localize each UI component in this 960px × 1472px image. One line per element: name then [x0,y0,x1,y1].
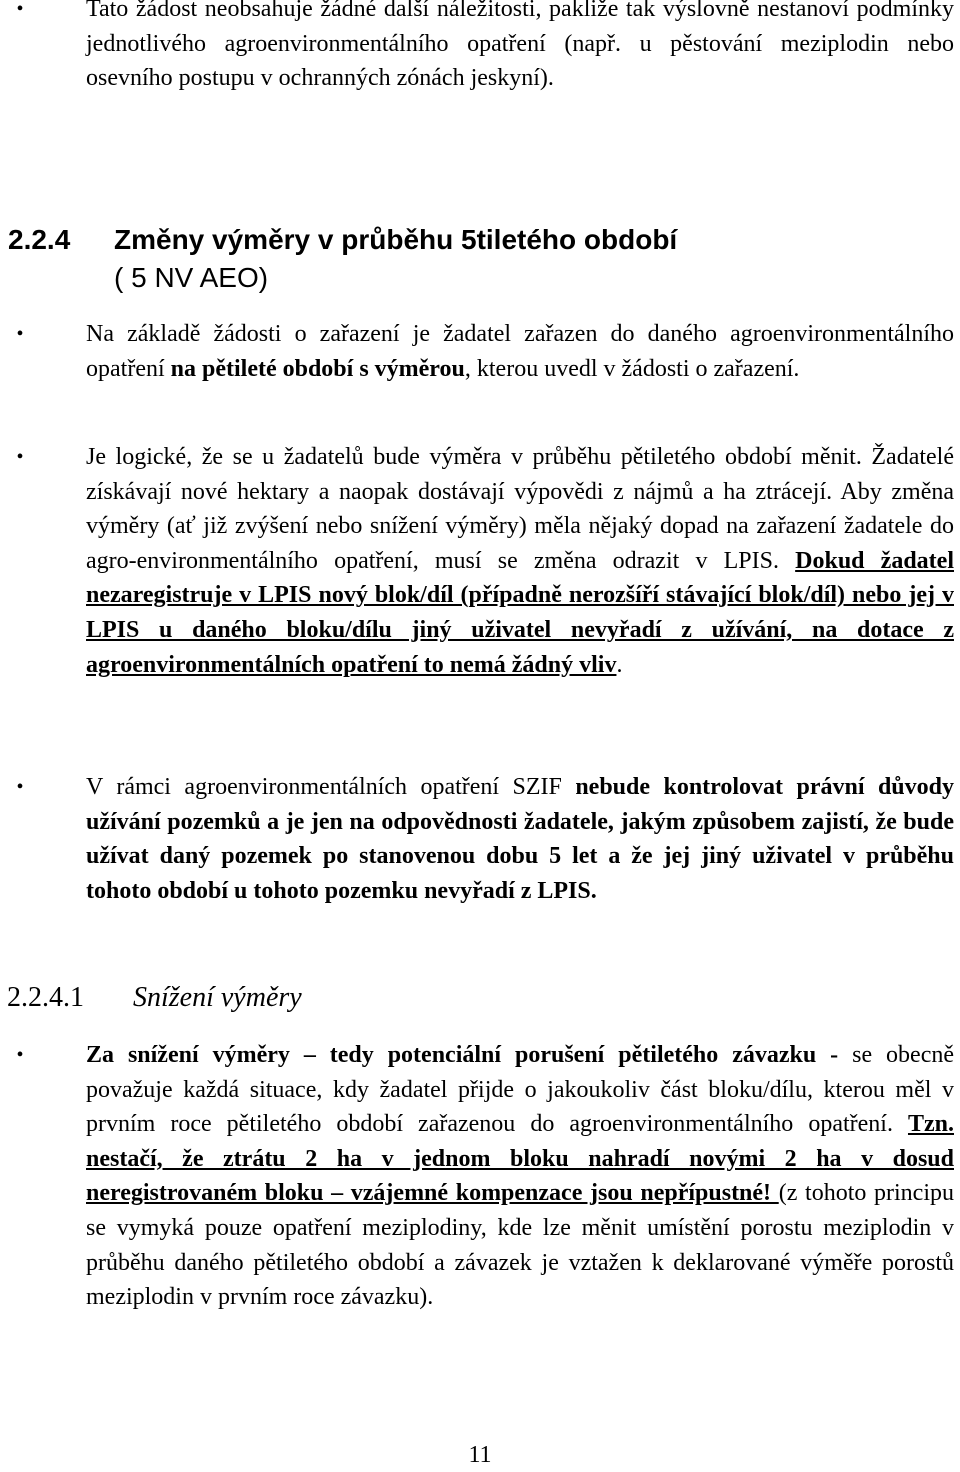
bold-text: Za snížení výměry – tedy potenciální porušení pětiletého závazku - [86,1042,839,1068]
section-number: 2.2.4 [8,224,71,255]
paragraph-zmena-vymery: • Je logické, že se u žadatelů bude výměra v průběhu pětiletého období měnit. Žadatelé získávají nové hektary a naopak dostávají výpovědi z nájmů a ha ztrácejí. Aby změna výměry (ať již zvýšení nebo snížení výměry) měla nějaký dopad na zařazení žadatele do agro-environmentálního opatření, musí se změna odrazit v LPIS. Dokud žadatel nezaregistruje v LPIS nový blok/díl (případně nerozšíří stávající blok/díl) nebo jej v LPIS u daného bloku/dílu jiný uživatel nevyřadí z užívání, na dotace z agroenvironmentálních opatření to nemá žádný vliv. [86,440,954,682]
bold-underlined-text: Tzn. nestačí, že ztrátu 2 ha v jednom bloku nahradí novými 2 ha v dosud neregistrovaném bloku – vzájemné kompenzace jsou nepřípustné! [86,1111,954,1207]
section-title: Změny výměry v průběhu 5tiletého období [114,224,678,255]
paragraph-snizeni-vymery: • Za snížení výměry – tedy potenciální porušení pětiletého závazku - se obecně považuje každá situace, kdy žadatel přijde o jakoukoliv část bloku/dílu, kterou měl v prvním roce pětiletého období zařazenou do agroenvironmentálního opatření. Tzn. nestačí, že ztrátu 2 ha v jednom bloku nahradí novými 2 ha v dosud neregistrovaném bloku – vzájemné kompenzace jsou nepřípustné! (z tohoto principu se vymyká pouze opatření meziplodiny, kde lze měnit umístění porostu meziplodin v průběhu daného pětiletého období a závazek je vztažen k deklarované výměře porostů meziplodin v prvním roce závazku). [86,1038,954,1315]
paragraph-zadost-nalezitosti [16,0,954,96]
subsection-heading [7,980,302,1016]
bullet-icon: • [16,0,24,20]
subsection-number: 2.2.4.1 [7,982,84,1013]
bullet-icon: • [16,1044,24,1066]
page-number: 11 [468,1442,492,1468]
paragraph-szif-kontrola: • V rámci agroenvironmentálních opatření SZIF nebude kontrolovat právní důvody užívání pozemků a je jen na odpovědnosti žadatele, jakým způsobem zajistí, že bude užívat daný pozemek po stanovenou dobu 5 let a že jej jiný uživatel v průběhu tohoto období u tohoto pozemku nevyřadí z LPIS. [86,770,954,908]
section-reference: ( 5 NV AEO) [114,262,269,293]
paragraph-text: Tato žádost neobsahuje žádné další náležitosti, pakliže tak výslovně nestanoví podmínky jednotlivého agroenvironmentálního opatření (např. u pěstování meziplodin nebo osevního postupu v ochranných zónách jeskyní). [86,0,954,92]
bold-underlined-text: Dokud žadatel nezaregistruje v LPIS nový blok/díl (případně nerozšíří stávající blok/díl) nebo jej v LPIS u daného bloku/dílu jiný uživatel nevyřadí z užívání, na dotace z agroenvironmentálních opatření to nemá žádný vliv [86,547,954,678]
bullet-icon: • [16,776,24,798]
paragraph-zarazeni: • Na základě žádosti o zařazení je žadatel zařazen do daného agroenvironmentálního opatření na pětileté období s výměrou, kterou uvedl v žádosti o zařazení. [86,317,954,386]
bold-text: nebude kontrolovat právní důvody užívání pozemků a je jen na odpovědnosti žadatele, jakým způsobem zajistí, že bude užívat daný pozemek po stanovenou dobu 5 let a že jej jiný uživatel v průběhu tohoto období u tohoto pozemku nevyřadí z LPIS. [86,774,954,904]
bullet-icon: • [16,323,24,345]
bullet-icon: • [16,446,24,468]
bold-text: na pětileté období s výměrou [170,355,465,382]
subsection-title: Snížení výměry [133,982,302,1013]
